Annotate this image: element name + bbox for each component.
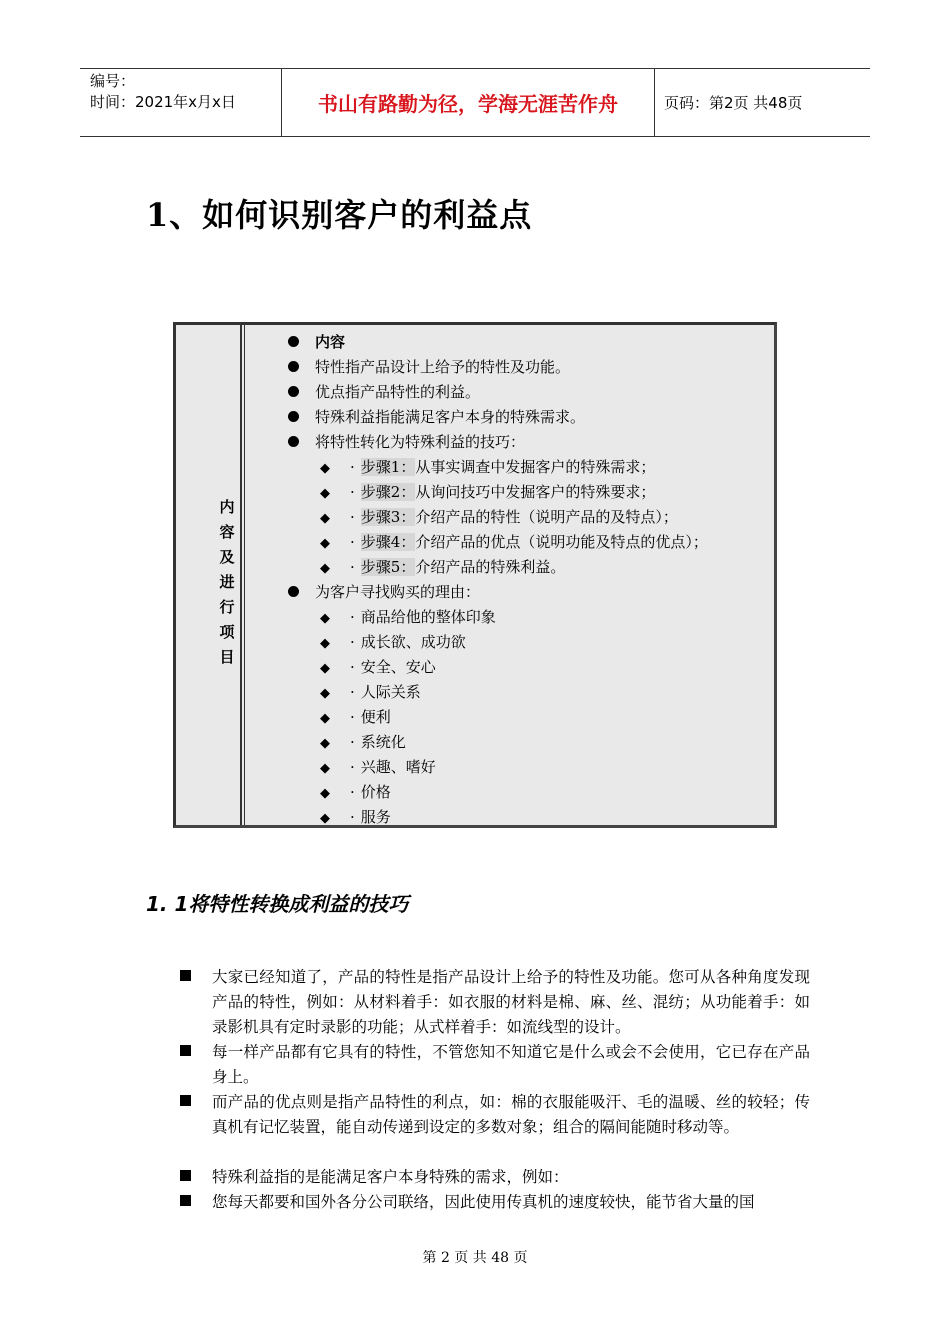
paragraph-text: 特殊利益指的是能满足客户本身特殊的需求，例如： bbox=[212, 1168, 569, 1186]
bullet-dot-icon bbox=[288, 586, 299, 597]
reason-text: 人际关系 bbox=[360, 683, 421, 701]
middle-dot: · bbox=[350, 483, 355, 501]
reason-text: 价格 bbox=[360, 783, 391, 801]
diamond-bullet-icon: ◆ bbox=[320, 611, 330, 626]
step-text: 介绍产品的特殊利益。 bbox=[415, 558, 566, 576]
paragraph-text: 您每天都要和国外各分公司联络，因此使用传真机的速度较快，能节省大量的国 bbox=[212, 1193, 755, 1211]
sub-item bbox=[320, 557, 565, 579]
middle-dot: · bbox=[350, 708, 355, 726]
box-divider bbox=[240, 325, 242, 825]
page-header bbox=[80, 68, 870, 137]
bullet-text: 特性指产品设计上给予的特性及功能。 bbox=[315, 358, 571, 376]
middle-dot: · bbox=[350, 758, 355, 776]
diamond-bullet-icon: ◆ bbox=[320, 736, 330, 751]
box-divider-thin bbox=[244, 325, 245, 825]
diamond-bullet-icon: ◆ bbox=[320, 561, 330, 576]
square-bullet-icon bbox=[180, 1045, 191, 1056]
side-label bbox=[214, 495, 240, 670]
bullet-item bbox=[288, 407, 585, 427]
middle-dot: · bbox=[350, 608, 355, 626]
step-key: 步骤5： bbox=[360, 558, 416, 576]
square-bullet-icon bbox=[180, 1170, 191, 1181]
step-key: 步骤3： bbox=[360, 508, 416, 526]
diamond-bullet-icon: ◆ bbox=[320, 636, 330, 651]
bullet-item bbox=[288, 382, 480, 402]
side-label-char: 目 bbox=[219, 648, 235, 666]
section-heading: 1. 1将特性转换成利益的技巧 bbox=[146, 892, 409, 916]
reason-text: 兴趣、嗜好 bbox=[360, 758, 436, 776]
paragraph bbox=[180, 1090, 810, 1140]
bullet-dot-icon bbox=[288, 361, 299, 372]
step-text: 从询问技巧中发掘客户的特殊要求； bbox=[415, 483, 656, 501]
middle-dot: · bbox=[350, 808, 355, 826]
content-box bbox=[173, 322, 777, 828]
paragraph bbox=[180, 965, 810, 1040]
diamond-bullet-icon: ◆ bbox=[320, 461, 330, 476]
paragraph bbox=[180, 1040, 810, 1090]
paragraph-text: 而产品的优点则是指产品特性的利点，如：棉的衣服能吸汗、毛的温暖、丝的较轻；传真机有记忆装置，能自动传递到设定的多数对象；组合的隔间能随时移动等。 bbox=[212, 1093, 810, 1136]
bullet-item bbox=[288, 357, 570, 377]
diamond-bullet-icon: ◆ bbox=[320, 786, 330, 801]
reason-text: 成长欲、成功欲 bbox=[360, 633, 466, 651]
diamond-bullet-icon: ◆ bbox=[320, 761, 330, 776]
number-label: 编号： bbox=[90, 72, 136, 90]
middle-dot: · bbox=[350, 633, 355, 651]
sub-item bbox=[320, 682, 421, 704]
middle-dot: · bbox=[350, 658, 355, 676]
step-key: 步骤1： bbox=[360, 458, 416, 476]
middle-dot: · bbox=[350, 558, 355, 576]
bullet-dot-icon bbox=[288, 436, 299, 447]
side-label-char: 内 bbox=[219, 498, 235, 516]
step-text: 介绍产品的特性（说明产品的及特点）； bbox=[415, 508, 678, 526]
bullet-dot-icon bbox=[288, 336, 299, 347]
page-footer: 第 2 页 共 48 页 bbox=[422, 1250, 528, 1266]
sub-item bbox=[320, 532, 708, 554]
sub-item bbox=[320, 607, 496, 629]
square-bullet-icon bbox=[180, 970, 191, 981]
reason-text: 便利 bbox=[360, 708, 391, 726]
middle-dot: · bbox=[350, 458, 355, 476]
bullet-text: 优点指产品特性的利益。 bbox=[315, 383, 481, 401]
reason-text: 安全、安心 bbox=[360, 658, 436, 676]
header-motto: 书山有路勤为径，学海无涯苦作舟 bbox=[282, 69, 655, 136]
sub-item bbox=[320, 757, 436, 779]
side-label-char: 及 bbox=[219, 548, 235, 566]
paragraph-text: 每一样产品都有它具有的特性，不管您知不知道它是什么或会不会使用，它已存在产品身上。 bbox=[212, 1043, 810, 1086]
paragraph-text: 大家已经知道了，产品的特性是指产品设计上给予的特性及功能。您可从各种角度发现产品的特性，例如：从材料着手：如衣服的材料是棉、麻、丝、混纺；从功能着手：如录影机具有定时录影的功能；从式样着手：如流线型的设计。 bbox=[212, 968, 810, 1036]
sub-item bbox=[320, 482, 655, 504]
side-label-char: 项 bbox=[219, 623, 235, 641]
side-label-char: 进 bbox=[219, 573, 235, 591]
bullet-dot-icon bbox=[288, 411, 299, 422]
sub-item bbox=[320, 707, 391, 729]
middle-dot: · bbox=[350, 683, 355, 701]
reason-text: 商品给他的整体印象 bbox=[360, 608, 496, 626]
time-label: 时间：2021年x月x日 bbox=[90, 93, 236, 111]
bullet-item bbox=[288, 332, 345, 352]
sub-item bbox=[320, 507, 678, 529]
middle-dot: · bbox=[350, 533, 355, 551]
step-key: 步骤4： bbox=[360, 533, 416, 551]
middle-dot: · bbox=[350, 733, 355, 751]
middle-dot: · bbox=[350, 508, 355, 526]
diamond-bullet-icon: ◆ bbox=[320, 686, 330, 701]
bullet-item bbox=[288, 582, 480, 602]
sub-item bbox=[320, 732, 406, 754]
side-label-char: 容 bbox=[219, 523, 235, 541]
bullet-text: 内容 bbox=[315, 333, 346, 351]
side-label-char: 行 bbox=[219, 598, 235, 616]
square-bullet-icon bbox=[180, 1095, 191, 1106]
bullet-dot-icon bbox=[288, 386, 299, 397]
step-text: 介绍产品的优点（说明功能及特点的优点）； bbox=[415, 533, 708, 551]
paragraph bbox=[180, 1190, 810, 1215]
square-bullet-icon bbox=[180, 1195, 191, 1206]
diamond-bullet-icon: ◆ bbox=[320, 486, 330, 501]
diamond-bullet-icon: ◆ bbox=[320, 711, 330, 726]
middle-dot: · bbox=[350, 783, 355, 801]
bullet-text: 为客户寻找购买的理由： bbox=[315, 583, 481, 601]
sub-item bbox=[320, 457, 655, 479]
step-key: 步骤2： bbox=[360, 483, 416, 501]
reason-text: 服务 bbox=[360, 808, 391, 826]
step-text: 从事实调查中发掘客户的特殊需求； bbox=[415, 458, 656, 476]
sub-item bbox=[320, 782, 391, 804]
diamond-bullet-icon: ◆ bbox=[320, 811, 330, 826]
page-title: 1、如何识别客户的利益点 bbox=[146, 196, 533, 234]
diamond-bullet-icon: ◆ bbox=[320, 511, 330, 526]
sub-item bbox=[320, 657, 436, 679]
sub-item bbox=[320, 632, 466, 654]
diamond-bullet-icon: ◆ bbox=[320, 661, 330, 676]
reason-text: 系统化 bbox=[360, 733, 406, 751]
sub-item bbox=[320, 807, 391, 829]
diamond-bullet-icon: ◆ bbox=[320, 536, 330, 551]
header-meta bbox=[80, 69, 282, 136]
bullet-text: 特殊利益指能满足客户本身的特殊需求。 bbox=[315, 408, 586, 426]
paragraph bbox=[180, 1165, 810, 1190]
bullet-item bbox=[288, 432, 525, 452]
header-page-info: 页码：第2页 共48页 bbox=[664, 94, 803, 112]
bullet-text: 将特性转化为特殊利益的技巧： bbox=[315, 433, 526, 451]
